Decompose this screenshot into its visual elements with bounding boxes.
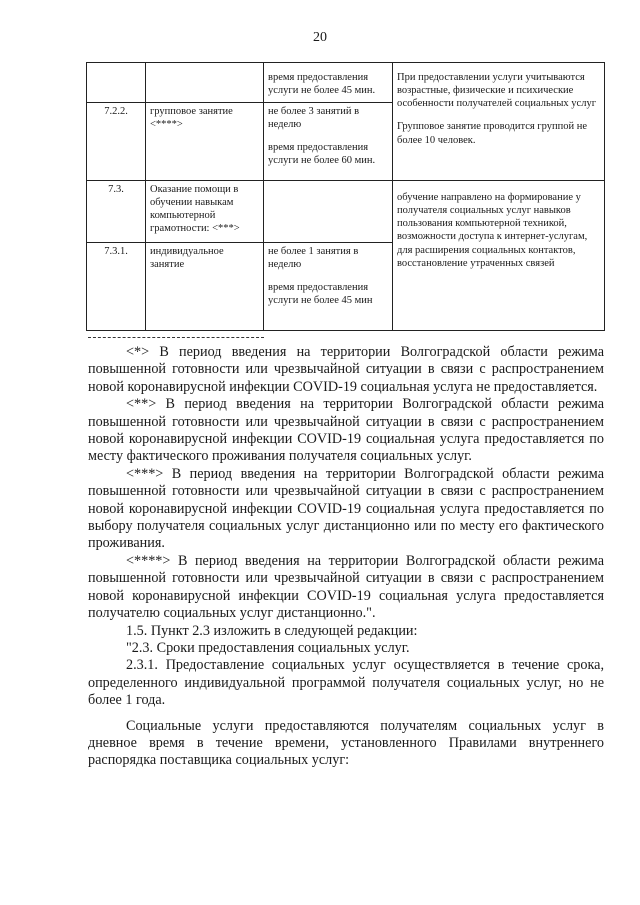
page-number: 20 <box>313 30 327 45</box>
table-row <box>87 63 605 103</box>
service-norms <box>264 103 393 181</box>
row-number: 7.3. <box>87 181 146 243</box>
service-name: Оказание помощи в обучении навыкам компьютерной грамотности: <***> <box>146 181 264 243</box>
norm-text: время предоставления услуги не более 45 мин <box>268 282 373 307</box>
row-number: 7.2.2. <box>87 103 146 181</box>
body-paragraph: 2.3.1. Предоставление социальных услуг осуществляется в течение срока, определенного индивидуальной программой получателя социальных услуг, но не более 1 года. <box>88 657 604 709</box>
body-paragraph: Социальные услуги предоставляются получателям социальных услуг в дневное время в течение времени, установленного Правилами внутреннего распорядка поставщика социальных услуг: <box>88 717 604 769</box>
service-notes <box>393 63 605 181</box>
service-norms <box>264 63 393 103</box>
footnote-separator <box>88 337 264 338</box>
row-number <box>87 63 146 103</box>
amendment-paragraph: 1.5. Пункт 2.3 изложить в следующей редакции: <box>126 622 418 639</box>
service-notes <box>393 181 605 331</box>
note-text: Групповое занятие проводится группой не более 10 человек. <box>397 121 587 146</box>
note-text: обучение направлено на формирование у получателя социальных услуг навыков пользования компьютерной техникой, возможности доступа к интернет-услугам, для расширения социальных контактов, восстановление утраченных связей <box>397 192 588 269</box>
footnote-paragraph: <***> В период введения на территории Волгоградской области режима повышенной готовности или чрезвычайной ситуации в связи с распространением новой коронавирусной инфекции COVID-19 социальная услуга предоставляется по выбору получателя социальных услуг дистанционно или по месту его фактического проживания. <box>88 465 604 552</box>
note-text: При предоставлении услуги учитываются возрастные, физические и психические особенности получателей социальных услуг <box>397 72 596 110</box>
norm-text: время предоставления услуги не более 60 мин. <box>268 142 376 167</box>
norm-text: время предоставления услуги не более 45 мин. <box>268 72 376 97</box>
norm-text: не более 3 занятий в неделю <box>268 106 360 131</box>
footnote-paragraph: <****> В период введения на территории Волгоградской области режима повышенной готовности или чрезвычайной ситуации в связи с распространением новой коронавирусной инфекции COVID-19 социальная услуга предоставляется получателю социальных услуг дистанционно.". <box>88 552 604 622</box>
services-table <box>86 62 605 331</box>
service-name: индивидуальное занятие <box>146 243 264 331</box>
norm-text: не более 1 занятия в неделю <box>268 246 359 271</box>
table-row <box>87 181 605 243</box>
row-number: 7.3.1. <box>87 243 146 331</box>
service-norms <box>264 243 393 331</box>
section-heading: "2.3. Сроки предоставления социальных услуг. <box>126 639 410 656</box>
service-norms <box>264 181 393 243</box>
service-name: групповое занятие <****> <box>146 103 264 181</box>
service-name <box>146 63 264 103</box>
footnote-paragraph: <**> В период введения на территории Волгоградской области режима повышенной готовности или чрезвычайной ситуации в связи с распространением новой коронавирусной инфекции COVID-19 социальная услуга предоставляется по месту фактического проживания получателя социальных услуг. <box>88 396 604 465</box>
body-text <box>88 344 604 770</box>
footnote-paragraph: <*> В период введения на территории Волгоградской области режима повышенной готовности или чрезвычайной ситуации в связи с распространением новой коронавирусной инфекции COVID-19 социальная услуга не предоставляется. <box>88 344 604 395</box>
